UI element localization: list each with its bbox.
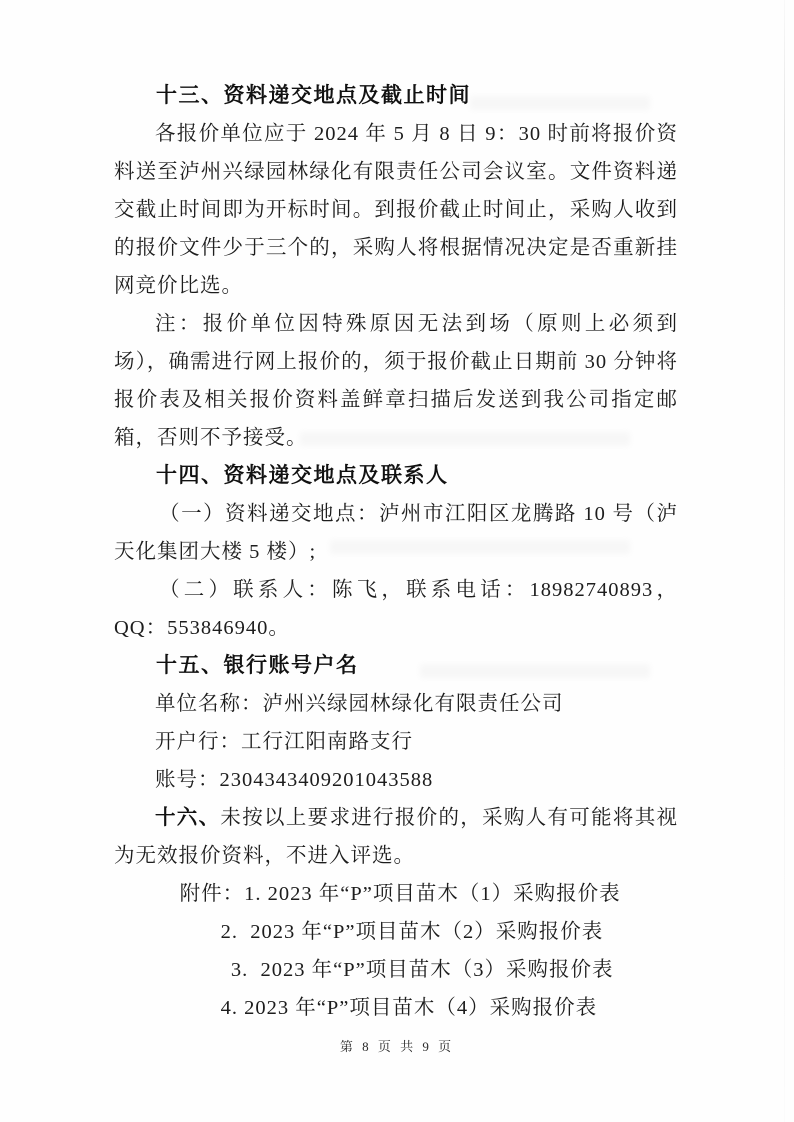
scan-edge-artifact: [784, 0, 785, 1122]
scan-smudge-artifact: [300, 432, 630, 446]
bank-account-name-line: 单位名称：泸州兴绿园林绿化有限责任公司: [155, 693, 564, 715]
section-16-paragraph: [114, 799, 678, 875]
section-13-heading: 十三、资料递交地点及截止时间: [156, 84, 471, 107]
attachment-line-2: 2. 2023 年“P”项目苗木（2）采购报价表: [220, 921, 604, 943]
bank-branch-line: 开户行：工行江阳南路支行: [155, 731, 413, 753]
scan-smudge-artifact: [330, 540, 630, 554]
section-13-paragraph: 各报价单位应于 2024 年 5 月 8 日 9：30 时前将报价资料送至泸州兴绿园林绿化有限责任公司会议室。文件资料递交截止时间即为开标时间。到报价截止时间止，采购人收到的报价文件少于三个的，采购人将根据情况决定是否重新挂网竞价比选。: [114, 123, 678, 297]
section-14-item-2: （二）联系人：陈飞，联系电话：18982740893，QQ：553846940。: [114, 579, 678, 639]
scan-smudge-artifact: [420, 664, 650, 678]
section-16-text: 未按以上要求进行报价的，采购人有可能将其视为无效报价资料，不进入评选。: [114, 807, 679, 867]
attachment-line-3: 3. 2023 年“P”项目苗木（3）采购报价表: [230, 959, 614, 981]
section-14-item-1: （一）资料递交地点：泸州市江阳区龙腾路 10 号（泸天化集团大楼 5 楼）;: [114, 503, 678, 563]
section-16-number: 十六、: [155, 806, 221, 829]
section-13-note-paragraph: 注：报价单位因特殊原因无法到场（原则上必须到场），确需进行网上报价的，须于报价截止日期前 30 分钟将报价表及相关报价资料盖鲜章扫描后发送到我公司指定邮箱，否则不予接受。: [114, 313, 678, 449]
section-15-heading: 十五、银行账号户名: [156, 654, 359, 677]
scan-smudge-artifact: [470, 96, 650, 110]
attachment-line-4: 4. 2023 年“P”项目苗木（4）采购报价表: [220, 997, 598, 1019]
attachment-line-1: 附件：1. 2023 年“P”项目苗木（1）采购报价表: [179, 883, 621, 905]
page-number-footer: 第 8 页 共 9 页: [339, 1039, 455, 1054]
bank-account-number-line: 账号：2304343409201043588: [155, 769, 434, 791]
section-14-heading: 十四、资料递交地点及联系人: [156, 464, 449, 487]
